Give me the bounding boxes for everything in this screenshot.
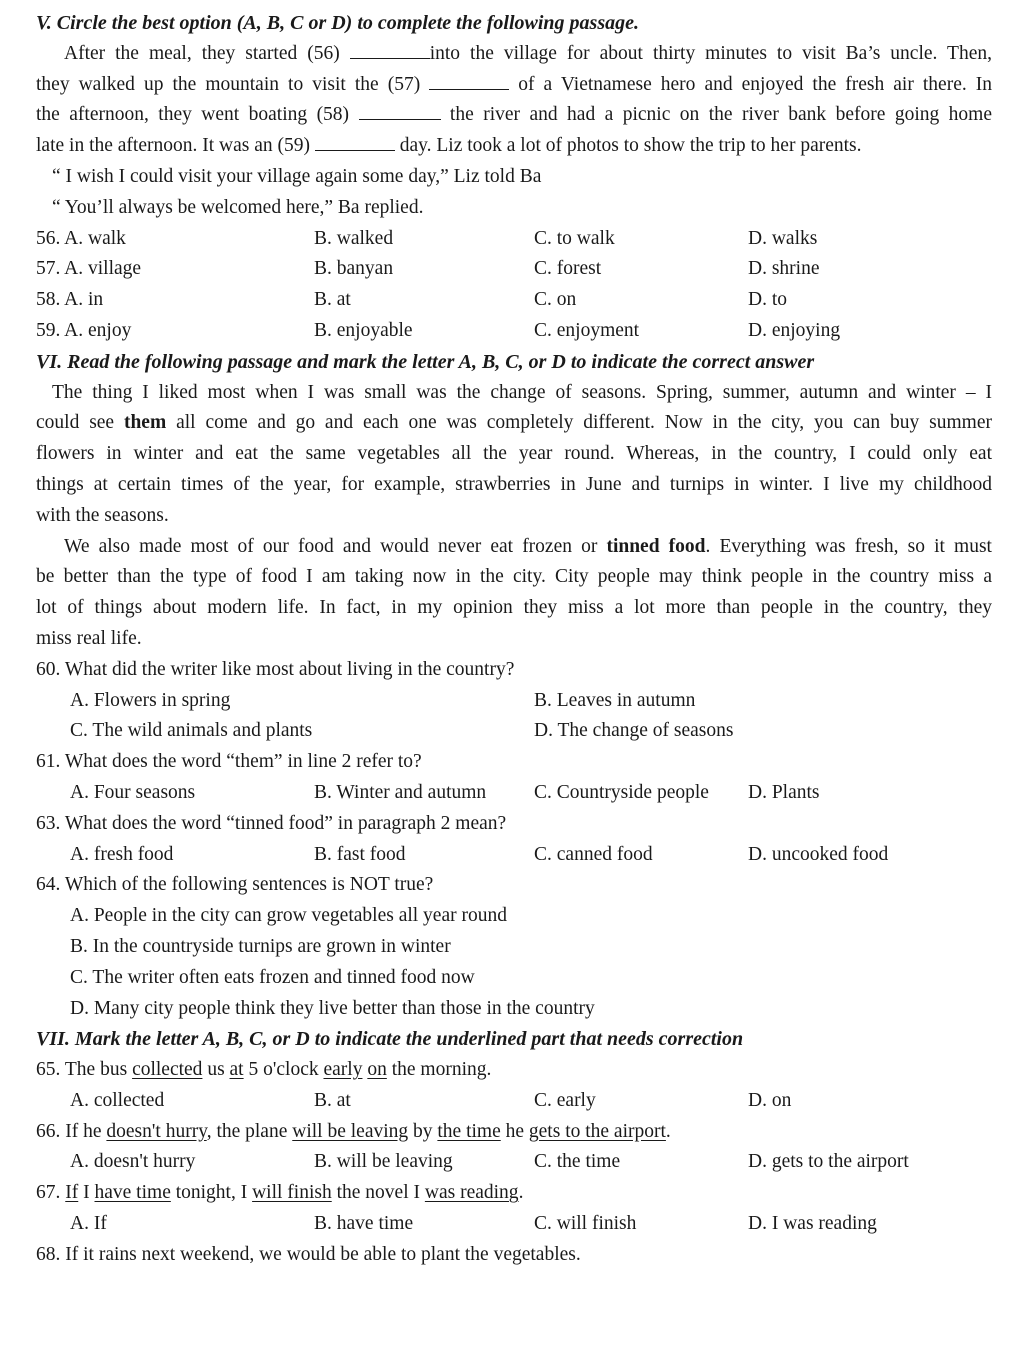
option-65-b[interactable]: B. at — [314, 1089, 351, 1111]
option-58-c[interactable]: C. on — [534, 289, 577, 311]
passage-vi-p2-line-1: We also made most of our food and would never eat frozen or tinned food. Everything was fresh, so it must — [64, 535, 992, 557]
underline-67-b: have time — [94, 1182, 171, 1204]
underline-66-b: will be leaving — [292, 1120, 409, 1142]
option-67-b[interactable]: B. have time — [314, 1213, 414, 1235]
option-64-b[interactable]: B. In the countryside turnips are grown in winter — [70, 935, 451, 957]
question-61-options — [36, 778, 992, 809]
option-67-c[interactable]: C. will finish — [534, 1213, 637, 1235]
option-61-a[interactable]: A. Four seasons — [70, 781, 196, 803]
option-64-a[interactable]: A. People in the city can grow vegetables all year round — [70, 905, 507, 927]
passage-vi-p1-line-3: flowers in winter and eat the same vegetables all the year round. Whereas, in the country, I could only eat — [36, 443, 992, 465]
underline-66-c: the time — [437, 1120, 501, 1142]
question-68-text: 68. If it rains next weekend, we would be able to plant the vegetables. — [36, 1243, 581, 1265]
option-61-b[interactable]: B. Winter and autumn — [314, 781, 487, 803]
passage-v-line-1: After the meal, they started (56) into the village for about thirty minutes to visit Ba’s uncle. Then, — [36, 39, 992, 70]
passage-v-line-4: late in the afternoon. It was an (59) day. Liz took a lot of photos to show the trip to her parents. — [36, 131, 992, 162]
option-56-b[interactable]: B. walked — [314, 227, 394, 249]
question-66-text: 66. If he doesn't hurry, the plane will be leaving by the time he gets to the airport. — [36, 1120, 671, 1142]
blank-57[interactable] — [429, 71, 509, 90]
underline-67-a: If — [65, 1182, 79, 1204]
option-61-d[interactable]: D. Plants — [748, 781, 820, 803]
option-60-a[interactable]: A. Flowers in spring — [70, 689, 231, 711]
option-56-a[interactable]: 56. A. walk — [36, 227, 126, 249]
underline-65-a: collected — [132, 1059, 203, 1081]
blank-59[interactable] — [315, 132, 395, 151]
question-63-options — [36, 840, 992, 871]
question-66-options — [36, 1147, 992, 1178]
underline-67-d: was reading — [424, 1182, 519, 1204]
option-66-c[interactable]: C. the time — [534, 1151, 621, 1173]
option-57-c[interactable]: C. forest — [534, 258, 602, 280]
underline-66-d: gets to the airport — [528, 1120, 666, 1142]
passage-v-line-3: the afternoon, they went boating (58) the river and had a picnic on the river bank before going home — [36, 100, 992, 131]
passage-vi-p1-line-4: things at certain times of the year, for example, strawberries in June and turnips in winter. I live my childhood — [36, 473, 992, 495]
option-60-b[interactable]: B. Leaves in autumn — [534, 689, 696, 711]
passage-vi-p2-line-4: miss real life. — [36, 627, 142, 649]
option-64-c[interactable]: C. The writer often eats frozen and tinned food now — [70, 966, 475, 988]
option-63-a[interactable]: A. fresh food — [70, 843, 174, 865]
question-67-text: 67. If I have time tonight, I will finish the novel I was reading. — [36, 1182, 524, 1204]
question-60-row-2 — [36, 716, 992, 747]
passage-vi-p2-line-3: lot of things about modern life. In fact, in my opinion they miss a lot more than people in the country, they — [36, 597, 992, 619]
question-65-text: 65. The bus collected us at 5 o'clock early on the morning. — [36, 1059, 492, 1081]
keyword-them: them — [123, 412, 167, 434]
option-63-b[interactable]: B. fast food — [314, 843, 406, 865]
option-65-a[interactable]: A. collected — [70, 1089, 165, 1111]
question-57 — [36, 254, 992, 285]
underline-65-b: at — [229, 1059, 244, 1081]
passage-vi-p2-line-2: be better than the type of food I am taking now in the city. City people may think people in the country miss a — [36, 566, 992, 588]
option-59-c[interactable]: C. enjoyment — [534, 319, 640, 341]
question-61-text: 61. What does the word “them” in line 2 refer to? — [36, 751, 422, 773]
option-60-c[interactable]: C. The wild animals and plants — [70, 720, 313, 742]
question-67-options — [36, 1209, 992, 1240]
option-59-d[interactable]: D. enjoying — [748, 319, 841, 341]
option-65-d[interactable]: D. on — [748, 1089, 792, 1111]
option-58-a[interactable]: 58. A. in — [36, 289, 104, 311]
blank-58[interactable] — [359, 101, 441, 120]
underline-65-d: on — [367, 1059, 387, 1081]
section-v-heading: V. Circle the best option (A, B, C or D) to complete the following passage. — [36, 12, 639, 34]
passage-v-line-2: they walked up the mountain to visit the (57) of a Vietnamese hero and enjoyed the fresh air there. In — [36, 70, 992, 101]
question-64-text: 64. Which of the following sentences is NOT true? — [36, 874, 434, 896]
option-67-a[interactable]: A. If — [70, 1213, 107, 1235]
passage-vi-p1-line-5: with the seasons. — [36, 504, 169, 526]
option-64-d[interactable]: D. Many city people think they live better than those in the country — [70, 997, 595, 1019]
option-67-d[interactable]: D. I was reading — [748, 1213, 877, 1235]
question-60-row-1 — [36, 686, 992, 717]
underline-65-c: early — [323, 1059, 363, 1081]
option-66-d[interactable]: D. gets to the airport — [748, 1151, 909, 1173]
option-61-c[interactable]: C. Countryside people — [534, 781, 709, 803]
option-58-d[interactable]: D. to — [748, 289, 787, 311]
quote-1: “ I wish I could visit your village again some day,” Liz told Ba — [52, 165, 542, 187]
question-58 — [36, 285, 992, 316]
quote-2: “ You’ll always be welcomed here,” Ba replied. — [52, 196, 424, 218]
underline-67-c: will finish — [252, 1182, 332, 1204]
question-63-text: 63. What does the word “tinned food” in paragraph 2 mean? — [36, 812, 507, 834]
option-66-a[interactable]: A. doesn't hurry — [70, 1151, 196, 1173]
keyword-tinned-food: tinned food — [606, 535, 706, 557]
option-56-c[interactable]: C. to walk — [534, 227, 615, 249]
option-65-c[interactable]: C. early — [534, 1089, 596, 1111]
question-60-text: 60. What did the writer like most about living in the country? — [36, 658, 515, 680]
passage-vi-p1-line-1: The thing I liked most when I was small was the change of seasons. Spring, summer, autumn and winter – I — [52, 381, 992, 403]
question-56 — [36, 224, 992, 255]
option-57-d[interactable]: D. shrine — [748, 258, 820, 280]
section-vi-heading: VI. Read the following passage and mark the letter A, B, C, or D to indicate the correct answer — [36, 350, 815, 373]
question-59 — [36, 316, 992, 347]
option-60-d[interactable]: D. The change of seasons — [534, 720, 734, 742]
option-57-b[interactable]: B. banyan — [314, 258, 394, 280]
passage-vi-p1-line-2: could see them all come and go and each one was completely different. Now in the city, you can buy summer — [36, 412, 992, 434]
option-59-b[interactable]: B. enjoyable — [314, 319, 413, 341]
question-65-options — [36, 1086, 992, 1117]
blank-56[interactable] — [350, 40, 430, 59]
option-59-a[interactable]: 59. A. enjoy — [36, 319, 132, 341]
section-vii-heading: VII. Mark the letter A, B, C, or D to indicate the underlined part that needs correction — [36, 1028, 744, 1051]
option-63-c[interactable]: C. canned food — [534, 843, 653, 865]
option-57-a[interactable]: 57. A. village — [36, 258, 142, 280]
option-56-d[interactable]: D. walks — [748, 227, 818, 249]
underline-66-a: doesn't hurry — [106, 1120, 207, 1142]
option-58-b[interactable]: B. at — [314, 289, 351, 311]
worksheet-page — [36, 8, 992, 1271]
option-63-d[interactable]: D. uncooked food — [748, 843, 889, 865]
option-66-b[interactable]: B. will be leaving — [314, 1151, 453, 1173]
